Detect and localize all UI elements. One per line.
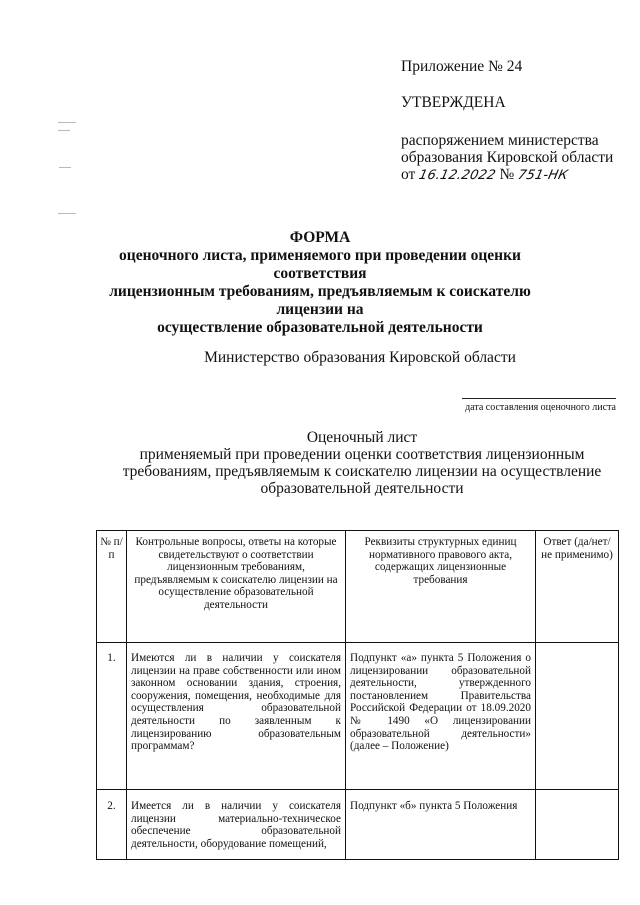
table-header-row <box>97 531 619 643</box>
sheet-title-line-2: применяемый при проведении оценки соответствия лицензионным <box>139 446 585 463</box>
row-answer[interactable] <box>536 643 619 790</box>
order-line-2: образования Кировской области <box>401 149 614 166</box>
header-question: Контрольные вопросы, ответы на которые свидетельствуют о соответствии лицензионным требованиям, предъявляемым к соискателю лицензии на осуществление образовательной деятельности <box>127 531 346 643</box>
row-number: 2. <box>97 790 127 860</box>
header-answer: Ответ (да/нет/не применимо) <box>536 531 619 643</box>
evaluation-table <box>96 530 619 860</box>
sheet-title-line-3: требованиям, предъявляемым к соискателю лицензии на осуществление <box>122 463 602 480</box>
approval-block <box>401 58 626 184</box>
order-line-1: распоряжением министерства <box>401 132 599 149</box>
row-answer[interactable] <box>536 790 619 860</box>
form-title <box>90 229 550 337</box>
number-label: № <box>499 166 515 183</box>
ministry-name: Министерство образования Кировской области <box>204 349 516 366</box>
form-title-line-2: оценочного листа, применяемого при проведении оценки соответствия <box>119 247 521 282</box>
scan-mark <box>58 213 76 214</box>
table-row <box>97 643 619 790</box>
sheet-title <box>92 429 632 497</box>
form-title-line-3: лицензионным требованиям, предъявляемым к соискателю лицензии на <box>109 283 531 318</box>
row-number: 1. <box>97 643 127 790</box>
scan-mark <box>59 167 71 168</box>
header-requisites: Реквизиты структурных единиц нормативного правового акта, содержащих лицензионные требования <box>346 531 536 643</box>
approved-label: УТВЕРЖДЕНА <box>401 94 506 111</box>
scan-mark <box>58 122 76 123</box>
appendix-number: Приложение № 24 <box>401 58 523 75</box>
date-fill-line <box>462 398 616 399</box>
form-title-line-1: ФОРМА <box>289 229 351 246</box>
sheet-title-line-4: образовательной деятельности <box>260 480 464 497</box>
row-question: Имеются ли в наличии у соискателя лицензии на праве собственности или ином законном основании здания, строения, сооружения, помещения, необходимые для осуществления образовательной деятельности по заявленным к лицензированию образовательным программам? <box>127 643 346 790</box>
sheet-title-line-1: Оценочный лист <box>306 429 418 446</box>
handwritten-date: 16.12.2022 <box>417 168 498 183</box>
table-row <box>97 790 619 860</box>
row-question: Имеется ли в наличии у соискателя лицензии материально-техническое обеспечение образовательной деятельности, оборудование помещений, <box>127 790 346 860</box>
date-caption: дата составления оценочного листа <box>465 402 616 413</box>
row-requisites: Подпункт «б» пункта 5 Положения <box>346 790 536 860</box>
scan-mark <box>58 130 70 131</box>
header-num: № п/п <box>97 531 127 643</box>
form-title-line-4: осуществление образовательной деятельности <box>157 319 483 336</box>
order-date-number-line <box>401 166 626 184</box>
from-label: от <box>401 166 416 183</box>
handwritten-number: 751-НК <box>516 168 570 183</box>
row-requisites: Подпункт «а» пункта 5 Положения о лицензировании образовательной деятельности, утвержденного постановлением Правительства Российской Федерации от 18.09.2020 № 1490 «О лицензировании образовательной деятельности» (далее – Положение) <box>346 643 536 790</box>
